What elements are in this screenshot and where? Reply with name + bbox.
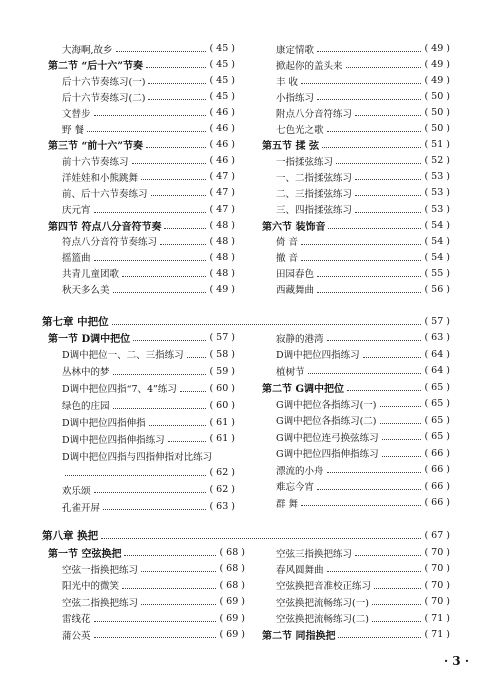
entry-page-number: ( 50 ) xyxy=(424,107,450,119)
entry-page-number: ( 50 ) xyxy=(424,123,450,135)
entry-title: 寂静的港湾 xyxy=(276,333,324,345)
entry-page-number: ( 47 ) xyxy=(209,187,235,199)
entry-page-number: ( 46 ) xyxy=(209,107,235,119)
toc-entry[interactable] xyxy=(62,185,235,200)
entry-title: 文替步 xyxy=(62,108,91,120)
leader-dots xyxy=(113,374,207,375)
entry-page-number: ( 63 ) xyxy=(209,501,235,512)
entry-page-number: ( 47 ) xyxy=(209,171,235,183)
section-entry[interactable] xyxy=(48,545,245,560)
entry-title: 西藏舞曲 xyxy=(276,285,315,297)
toc-entry[interactable] xyxy=(62,482,235,497)
leader-dots xyxy=(308,373,422,374)
entry-page-number: ( 65 ) xyxy=(424,398,450,409)
leader-dots xyxy=(151,195,207,196)
section-entry[interactable] xyxy=(262,137,450,152)
chapter-7-entry[interactable] xyxy=(42,314,450,329)
entry-title: 附点八分音符练习 xyxy=(276,108,353,120)
entry-page-number: ( 45 ) xyxy=(209,59,235,71)
entry-page-number: ( 57 ) xyxy=(209,332,235,343)
toc-entry[interactable] xyxy=(276,495,450,510)
entry-title: 阳光中的微笑 xyxy=(62,581,120,593)
chapter-7-page: ( 57 ) xyxy=(424,316,450,327)
entry-page-number: ( 70 ) xyxy=(424,547,450,558)
entry-title: 绿色的庄园 xyxy=(62,401,110,413)
leader-dots xyxy=(149,425,207,426)
entry-page-number: ( 61 ) xyxy=(209,433,235,445)
toc-entry[interactable] xyxy=(276,73,450,88)
entry-title: G调中把位连弓换弦练习 xyxy=(276,432,379,444)
leader-dots xyxy=(168,441,207,442)
entry-page-number: ( 61 ) xyxy=(209,416,235,428)
entry-title: 秋天多么美 xyxy=(62,285,110,297)
leader-dots xyxy=(164,228,206,229)
leader-dots xyxy=(94,492,207,493)
entry-title: 后十六节奏练习(二) xyxy=(62,92,146,104)
toc-entry[interactable] xyxy=(276,462,450,477)
leader-dots xyxy=(327,131,422,132)
toc-entry[interactable] xyxy=(62,73,235,88)
leader-dots xyxy=(355,115,421,116)
entry-title: 摇篮曲 xyxy=(62,253,91,265)
entry-page-number: ( 69 ) xyxy=(219,629,245,640)
leader-dots xyxy=(317,99,421,100)
toc-entry[interactable] xyxy=(276,545,450,560)
toc-entry[interactable] xyxy=(62,431,235,446)
leader-dots xyxy=(327,571,422,572)
entry-title: 康定情歌 xyxy=(276,44,315,56)
toc-entry[interactable] xyxy=(62,282,235,297)
leader-dots xyxy=(180,391,207,392)
entry-title: 空弦换把音准校正练习 xyxy=(276,581,372,593)
toc-entry[interactable] xyxy=(62,611,245,626)
leader-dots xyxy=(94,115,207,116)
toc-entry[interactable] xyxy=(62,250,235,265)
leader-dots xyxy=(372,621,422,622)
entry-title: D调中把位四指与四指伸指对比练习 xyxy=(62,451,213,463)
leader-dots xyxy=(382,456,422,457)
section-entry[interactable] xyxy=(48,137,235,152)
entry-title: 第四节 符点八分音符节奏 xyxy=(48,221,162,233)
entry-title: 庆元宵 xyxy=(62,205,91,216)
entry-page-number: ( 58 ) xyxy=(209,348,235,360)
entry-page-number: ( 69 ) xyxy=(219,612,245,624)
entry-page-number: ( 60 ) xyxy=(209,382,235,394)
toc-entry[interactable] xyxy=(62,381,235,396)
entry-title: 洋娃娃和小熊跳舞 xyxy=(62,172,139,184)
leader-dots xyxy=(94,260,207,261)
leader-dots xyxy=(327,472,422,473)
entry-title: 小指练习 xyxy=(276,92,315,104)
leader-dots xyxy=(382,439,422,440)
entry-page-number: ( 46 ) xyxy=(209,123,235,135)
entry-title: 一指揉弦练习 xyxy=(276,156,334,168)
toc-entry[interactable] xyxy=(276,121,450,136)
entry-title: G调中把位各指练习(一) xyxy=(276,399,377,411)
leader-dots xyxy=(141,604,216,605)
entry-title: 第三节 “前十六”节奏 xyxy=(48,141,143,153)
entry-page-number: ( 48 ) xyxy=(209,267,235,279)
entry-title: 难忘今宵 xyxy=(276,482,315,493)
toc-entry[interactable] xyxy=(276,429,450,444)
leader-dots xyxy=(187,357,207,358)
entry-page-number: ( 46 ) xyxy=(209,139,235,151)
leader-dots xyxy=(336,163,421,164)
entry-title: 第一节 D调中把位 xyxy=(48,334,131,345)
entry-page-number: ( 51 ) xyxy=(424,139,450,151)
leader-dots xyxy=(94,212,207,213)
entry-page-number: ( 65 ) xyxy=(424,381,450,393)
entry-page-number: ( 47 ) xyxy=(209,203,235,215)
entry-title: D调中把位一、二、三指练习 xyxy=(62,350,184,362)
entry-page-number: ( 66 ) xyxy=(424,497,450,508)
entry-page-number: ( 48 ) xyxy=(209,235,235,247)
entry-title: 空弦换把流畅练习(一) xyxy=(276,597,369,609)
section-entry[interactable] xyxy=(48,218,235,233)
entry-title: 植树节 xyxy=(276,366,305,378)
entry-title: 空弦换把流畅练习(二) xyxy=(276,614,369,626)
page-number: · 3 · xyxy=(443,654,469,668)
entry-page-number: ( 49 ) xyxy=(424,43,450,54)
entry-page-number: ( 71 ) xyxy=(424,629,450,640)
entry-title: 野 餐 xyxy=(62,124,85,136)
toc-entry[interactable] xyxy=(62,234,235,249)
chapter-8-entry[interactable] xyxy=(42,528,450,543)
entry-title: 大海啊,故乡 xyxy=(62,44,113,56)
toc-entry[interactable] xyxy=(62,121,235,136)
leader-dots xyxy=(322,147,421,148)
leader-dots xyxy=(124,555,216,556)
toc-entry[interactable] xyxy=(62,153,235,168)
toc-entry[interactable] xyxy=(276,413,450,428)
leader-dots xyxy=(347,390,421,391)
entry-title: 第六节 装饰音 xyxy=(262,221,326,233)
entry-page-number: ( 54 ) xyxy=(424,219,450,231)
leader-dots xyxy=(146,67,206,68)
section-entry[interactable] xyxy=(48,330,235,345)
leader-dots xyxy=(363,357,422,358)
leader-dots xyxy=(101,538,421,539)
entry-page-number: ( 53 ) xyxy=(424,187,450,199)
entry-title: 孔雀开屏 xyxy=(62,502,101,514)
toc-entry[interactable] xyxy=(62,347,235,362)
entry-page-number: ( 62 ) xyxy=(209,467,235,479)
entry-page-number: ( 60 ) xyxy=(209,399,235,411)
leader-dots xyxy=(380,423,422,424)
toc-entry[interactable] xyxy=(62,578,245,593)
entry-page-number: ( 53 ) xyxy=(424,203,450,215)
entry-page-number: ( 54 ) xyxy=(424,235,450,247)
toc-entry[interactable] xyxy=(276,89,450,104)
leader-dots xyxy=(122,588,216,589)
toc-entry[interactable] xyxy=(276,266,450,281)
entry-page-number: ( 66 ) xyxy=(424,480,450,492)
entry-page-number: ( 64 ) xyxy=(424,348,450,360)
toc-entry[interactable] xyxy=(276,479,450,494)
toc-entry[interactable] xyxy=(62,465,235,480)
leader-dots xyxy=(301,505,421,506)
entry-page-number: ( 49 ) xyxy=(424,75,450,87)
leader-dots xyxy=(355,179,421,180)
entry-title: 二、三指揉弦练习 xyxy=(276,188,353,200)
leader-dots xyxy=(346,67,422,68)
toc-entry[interactable] xyxy=(276,561,450,576)
entry-title: 一、二指揉弦练习 xyxy=(276,172,353,184)
entry-page-number: ( 63 ) xyxy=(424,332,450,343)
entry-title: 前、后十六节奏练习 xyxy=(62,188,148,200)
entry-title: D调中把位四指伸指练习 xyxy=(62,434,165,446)
leader-dots xyxy=(103,509,206,510)
toc-entry[interactable] xyxy=(62,398,235,413)
entry-title: 丛林中的梦 xyxy=(62,367,110,379)
toc-entry[interactable] xyxy=(276,611,450,626)
entry-title: 第二节 “后十六”节奏 xyxy=(48,61,143,73)
toc-entry[interactable] xyxy=(276,347,450,362)
entry-page-number: ( 62 ) xyxy=(209,484,235,496)
toc-entry[interactable] xyxy=(276,330,450,345)
chapter-7-title: 第七章 中把位 xyxy=(42,316,109,328)
entry-title: 第一节 空弦换把 xyxy=(48,549,122,560)
leader-dots xyxy=(301,244,421,245)
entry-title: 后十六节奏练习(一) xyxy=(62,76,146,88)
entry-title: D调中把位四指“7、4”练习 xyxy=(62,384,177,396)
entry-title: 第五节 揉 弦 xyxy=(262,141,319,153)
entry-page-number: ( 48 ) xyxy=(209,251,235,263)
entry-title: 第二节 G调中把位 xyxy=(262,383,345,395)
leader-dots xyxy=(355,212,421,213)
entry-page-number: ( 52 ) xyxy=(424,155,450,167)
leader-dots xyxy=(374,588,421,589)
leader-dots xyxy=(355,195,421,196)
toc-entry[interactable] xyxy=(276,153,450,168)
entry-title: 第二节 同指换把 xyxy=(262,631,336,642)
entry-page-number: ( 69 ) xyxy=(219,596,245,608)
entry-page-number: ( 64 ) xyxy=(424,365,450,376)
toc-entry[interactable] xyxy=(276,282,450,297)
leader-dots xyxy=(380,406,422,407)
leader-dots xyxy=(328,228,421,229)
toc-entry[interactable] xyxy=(276,363,450,378)
toc-entry[interactable] xyxy=(276,202,450,217)
toc-entry[interactable] xyxy=(276,594,450,609)
section-entry[interactable] xyxy=(262,627,450,642)
entry-page-number: ( 70 ) xyxy=(424,579,450,591)
entry-title: 欢乐颂 xyxy=(62,485,91,497)
leader-dots xyxy=(133,340,206,341)
entry-title: G调中把位各指练习(二) xyxy=(276,416,377,427)
entry-page-number: ( 46 ) xyxy=(209,155,235,167)
entry-page-number: ( 50 ) xyxy=(424,91,450,103)
toc-entry[interactable] xyxy=(276,185,450,200)
toc-entry[interactable] xyxy=(62,561,245,576)
entry-title: 倚 音 xyxy=(276,237,299,249)
entry-title: D调中把位四指练习 xyxy=(276,350,360,361)
leader-dots xyxy=(94,621,217,622)
entry-page-number: ( 45 ) xyxy=(209,75,235,87)
section-entry[interactable] xyxy=(262,218,450,233)
toc-entry[interactable] xyxy=(276,57,450,72)
entry-title: 七色光之歌 xyxy=(276,124,324,136)
entry-page-number: ( 49 ) xyxy=(424,59,450,71)
entry-title: 漂流的小舟 xyxy=(276,465,324,477)
toc-entry[interactable] xyxy=(276,41,450,56)
toc-entry[interactable] xyxy=(62,594,245,609)
entry-title: 前十六节奏练习 xyxy=(62,156,129,168)
entry-page-number: ( 71 ) xyxy=(424,612,450,624)
entry-title: 丰 收 xyxy=(276,76,299,88)
leader-dots xyxy=(113,408,207,409)
entry-page-number: ( 70 ) xyxy=(424,596,450,608)
leader-dots xyxy=(327,340,422,341)
entry-title: 三、四指揉弦练习 xyxy=(276,205,353,216)
entry-title: 掀起你的盖头来 xyxy=(276,60,343,72)
leader-dots xyxy=(94,637,217,638)
entry-page-number: ( 68 ) xyxy=(219,547,245,558)
toc-entry[interactable] xyxy=(276,250,450,265)
leader-dots xyxy=(148,99,206,100)
leader-dots xyxy=(372,604,422,605)
section-entry[interactable] xyxy=(48,57,235,72)
toc-entry[interactable] xyxy=(62,627,245,642)
toc-entry[interactable] xyxy=(62,266,235,281)
entry-title: 群 舞 xyxy=(276,498,299,510)
toc-entry[interactable] xyxy=(62,89,235,104)
entry-page-number: ( 59 ) xyxy=(209,365,235,377)
leader-dots xyxy=(112,324,422,325)
leader-dots xyxy=(338,637,421,638)
entry-page-number: ( 66 ) xyxy=(424,464,450,475)
entry-title: 雷线花 xyxy=(62,614,91,626)
entry-title: D调中把位四指伸指 xyxy=(62,418,146,429)
entry-title: 空弦二指换把练习 xyxy=(62,597,139,609)
toc-entry[interactable] xyxy=(62,448,235,463)
leader-dots xyxy=(87,131,206,132)
entry-page-number: ( 70 ) xyxy=(424,563,450,575)
entry-page-number: ( 53 ) xyxy=(424,171,450,183)
leader-dots xyxy=(122,276,206,277)
leader-dots xyxy=(160,244,206,245)
toc-entry[interactable] xyxy=(276,234,450,249)
entry-page-number: ( 54 ) xyxy=(424,251,450,263)
entry-title: G调中把位四指伸指练习 xyxy=(276,449,379,460)
entry-title: 田园春色 xyxy=(276,269,315,281)
leader-dots xyxy=(301,260,421,261)
toc-entry[interactable] xyxy=(276,578,450,593)
leader-dots xyxy=(141,571,216,572)
leader-dots xyxy=(148,83,206,84)
entry-page-number: ( 56 ) xyxy=(424,283,450,295)
toc-entry[interactable] xyxy=(276,446,450,461)
entry-page-number: ( 48 ) xyxy=(209,219,235,231)
entry-title: 蒲公英 xyxy=(62,630,91,642)
toc-entry[interactable] xyxy=(62,499,235,514)
leader-dots xyxy=(301,83,421,84)
entry-title: 共青儿童团歌 xyxy=(62,269,120,281)
section-entry[interactable] xyxy=(262,380,450,395)
leader-dots xyxy=(116,51,207,52)
toc-entry[interactable] xyxy=(62,169,235,184)
entry-title: 符点八分音符节奏练习 xyxy=(62,237,158,249)
leader-dots xyxy=(355,555,421,556)
entry-page-number: ( 65 ) xyxy=(424,414,450,426)
entry-title: 空弦三指换把练习 xyxy=(276,548,353,560)
toc-entry[interactable] xyxy=(62,41,235,56)
entry-page-number: ( 68 ) xyxy=(219,563,245,575)
toc-entry[interactable] xyxy=(276,396,450,411)
entry-title: 空弦一指换把练习 xyxy=(62,564,139,576)
entry-title: 春风圆舞曲 xyxy=(276,564,324,576)
entry-page-number: ( 55 ) xyxy=(424,267,450,279)
entry-page-number: ( 68 ) xyxy=(219,579,245,591)
entry-title: 撤 音 xyxy=(276,253,299,265)
leader-dots xyxy=(141,179,206,180)
toc-entry[interactable] xyxy=(62,364,235,379)
toc-entry[interactable] xyxy=(62,105,235,120)
toc-entry[interactable] xyxy=(276,105,450,120)
chapter-8-title: 第八章 换把 xyxy=(42,530,99,542)
chapter-8-page: ( 67 ) xyxy=(424,530,450,541)
entry-page-number: ( 45 ) xyxy=(209,43,235,54)
leader-dots xyxy=(317,292,421,293)
entry-page-number: ( 45 ) xyxy=(209,91,235,103)
toc-entry[interactable] xyxy=(62,202,235,217)
toc-entry[interactable] xyxy=(62,415,235,430)
leader-dots xyxy=(146,147,206,148)
leader-dots xyxy=(317,51,421,52)
leader-dots xyxy=(132,163,207,164)
leader-dots xyxy=(317,276,421,277)
entry-page-number: ( 66 ) xyxy=(424,447,450,459)
leader-dots xyxy=(317,489,421,490)
entry-page-number: ( 49 ) xyxy=(209,283,235,295)
entry-page-number: ( 65 ) xyxy=(424,431,450,442)
toc-entry[interactable] xyxy=(276,169,450,184)
leader-dots xyxy=(65,475,206,476)
leader-dots xyxy=(113,292,207,293)
